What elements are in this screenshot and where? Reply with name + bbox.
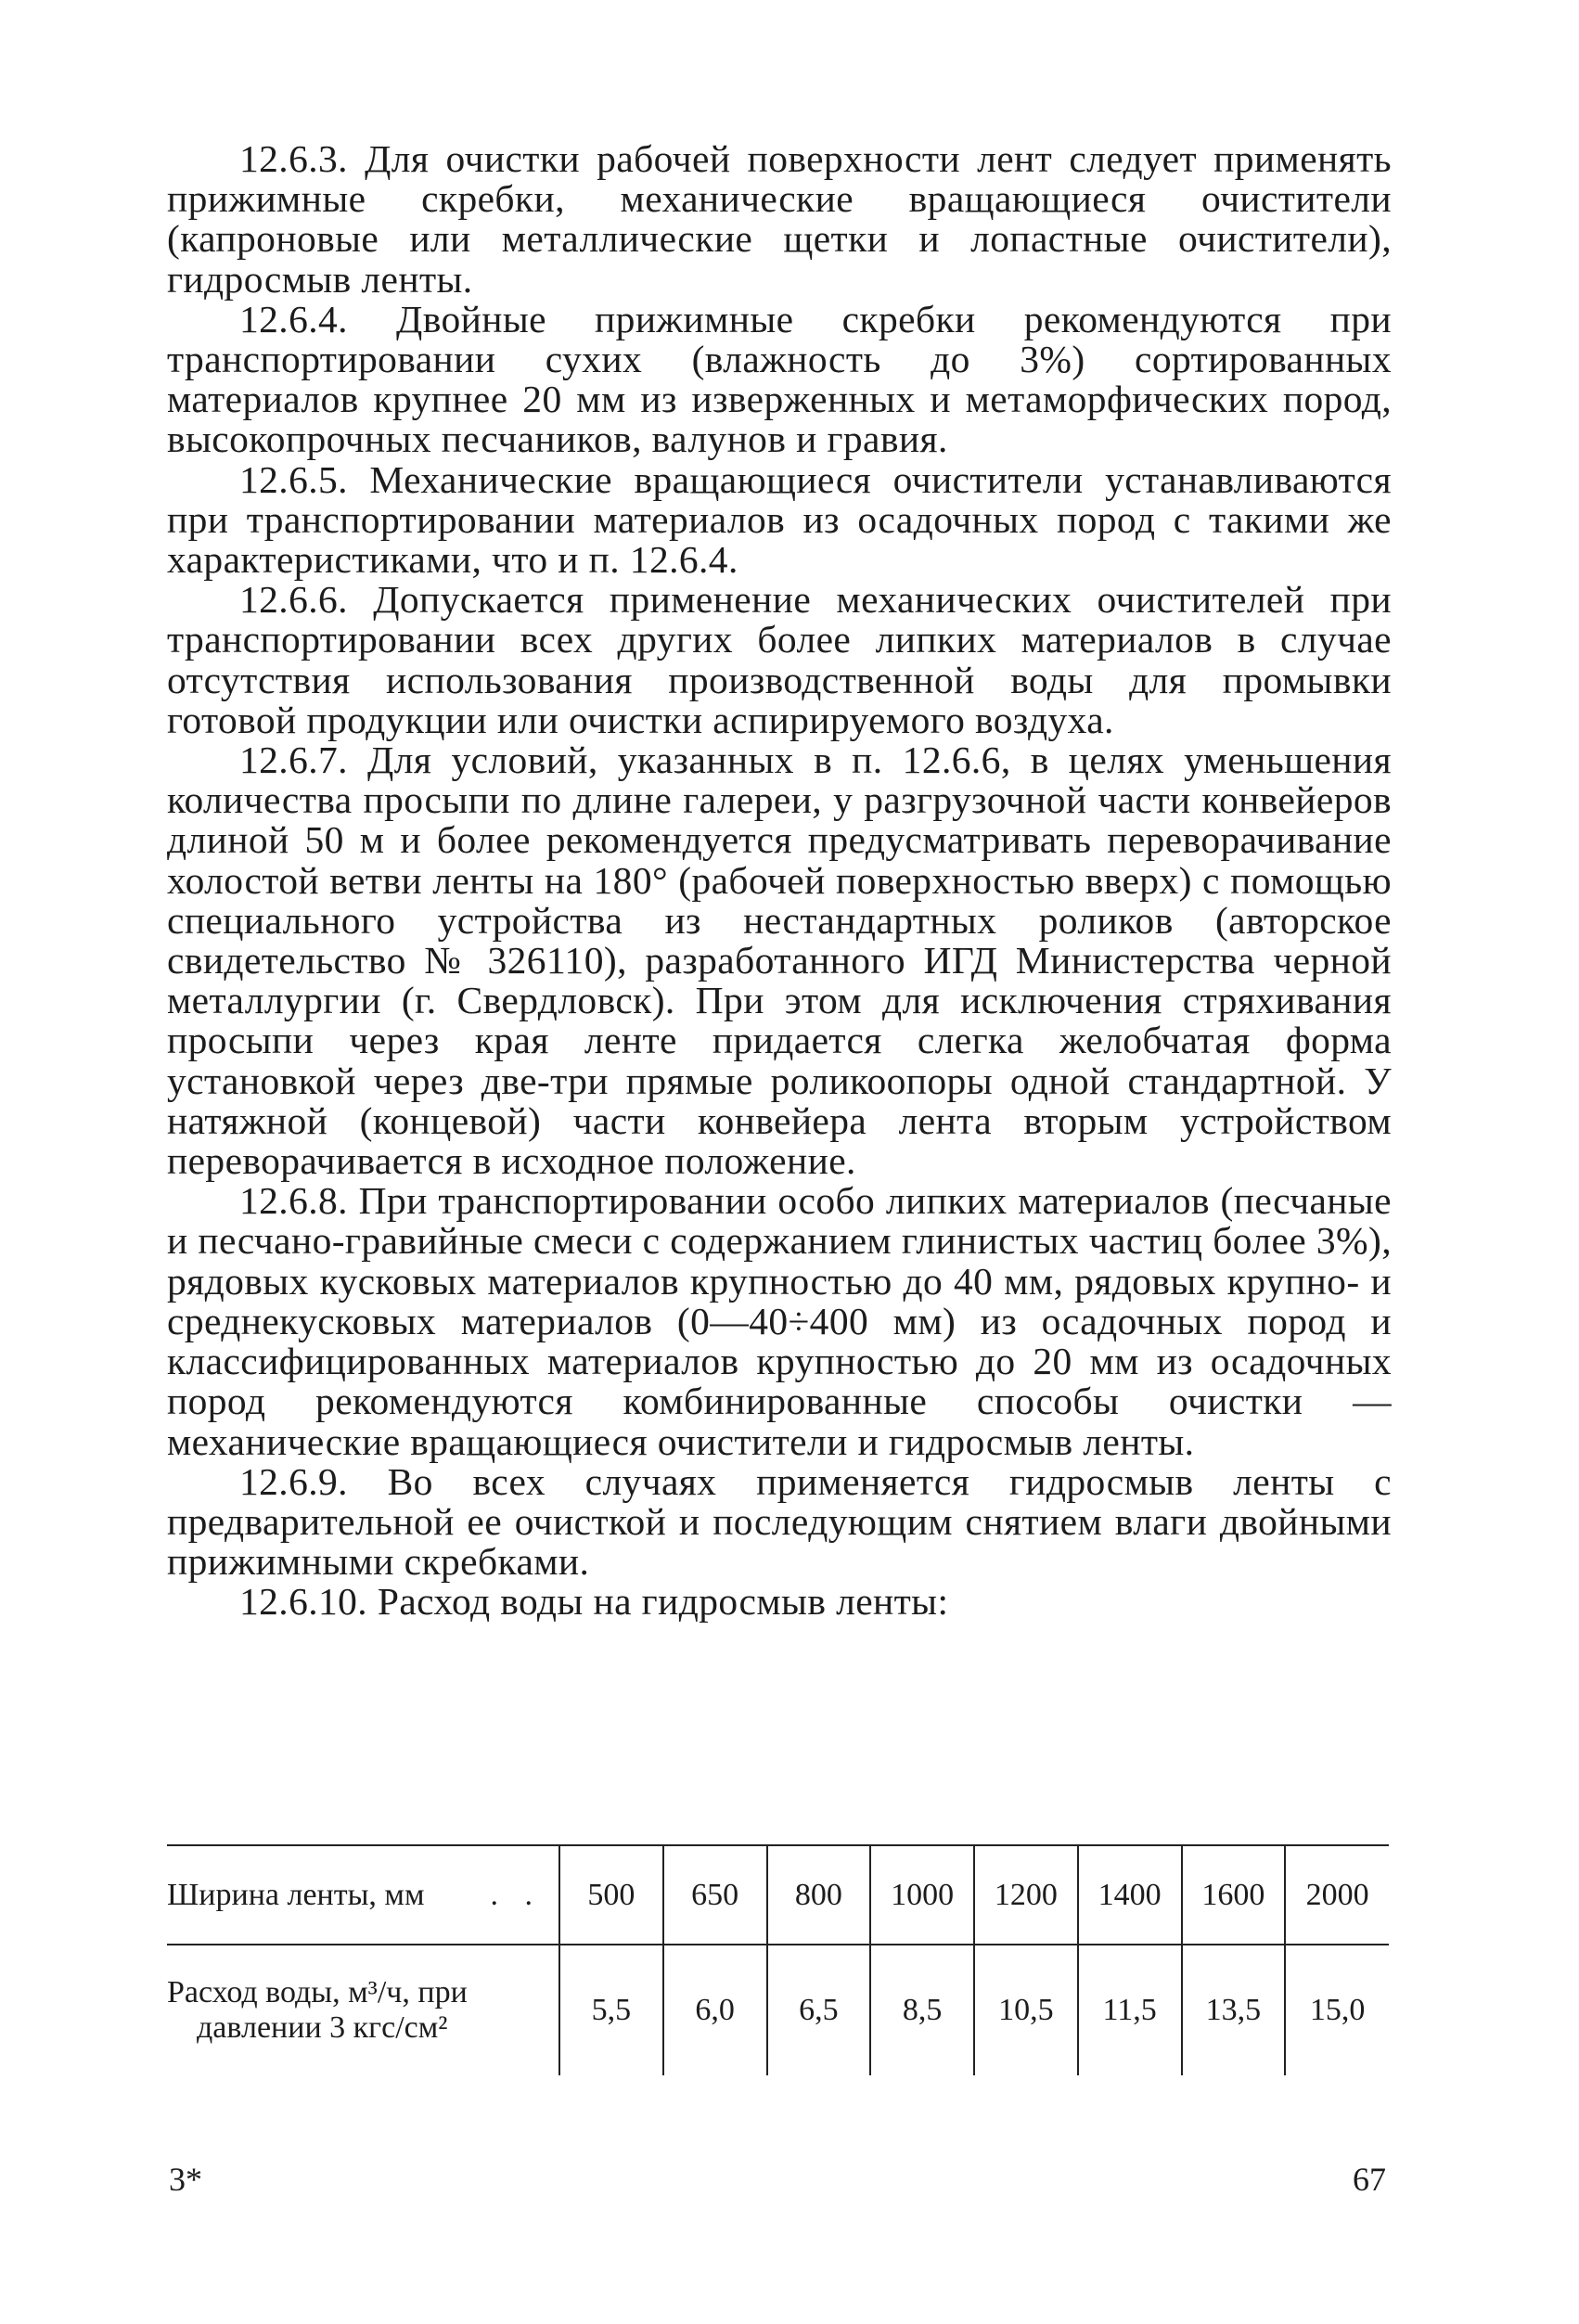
- paragraph-12-6-3: 12.6.3. Для очистки рабочей поверхности лент следует применять прижимные скребки, механические вращающиеся очистители (капроновые или металлические щетки и лопастные очистители), гидросмыв ленты.: [167, 137, 1392, 301]
- table-cell: 1000: [870, 1845, 974, 1945]
- paragraph-12-6-5: 12.6.5. Механические вращающиеся очистители устанавливаются при транспортировании материалов из осадочных пород с такими же характеристиками, что и п. 12.6.4.: [167, 457, 1392, 582]
- table-cell: 6,5: [767, 1945, 871, 2075]
- table-cell: 15,0: [1285, 1945, 1389, 2075]
- table-cell: 2000: [1285, 1845, 1389, 1945]
- row-header-water-consumption: Расход воды, м³/ч, при давлении 3 кгс/см²: [167, 1975, 468, 2045]
- paragraph-12-6-6: 12.6.6. Допускается применение механических очистителей при транспортировании всех других более липких материалов в случае отсутствия использования производственной воды для промывки готовой продукции или очистки аспирируемого воздуха.: [167, 578, 1392, 741]
- table-cell: 5,5: [559, 1945, 663, 2075]
- table-cell: 11,5: [1078, 1945, 1182, 2075]
- paragraph-12-6-4: 12.6.4. Двойные прижимные скребки рекомендуются при транспортировании сухих (влажность до 3%) сортированных материалов крупнее 20 мм из изверженных и метаморфических пород, высокопрочных песчаников, валунов и гравия.: [167, 297, 1392, 461]
- paragraph-12-6-9: 12.6.9. Во всех случаях применяется гидросмыв ленты с предварительной ее очисткой и последующим снятием влаги двойными прижимными скребками.: [167, 1459, 1392, 1584]
- paragraph-12-6-8: 12.6.8. При транспортировании особо липких материалов (песчаные и песчано-гравийные смеси с содержанием глинистых частиц более 3%), рядовых кусковых материалов крупностью до 40 мм, рядовых крупно- и среднекусковых материалов (0—40÷400 мм) из осадочных пород и классифицированных материалов крупностью до 20 мм из осадочных пород рекомендуются комбинированные способы очистки — механические вращающиеся очистители и гидросмыв ленты.: [167, 1179, 1392, 1463]
- table-cell: 1600: [1182, 1845, 1286, 1945]
- table-cell: 1400: [1078, 1845, 1182, 1945]
- leader-dots: . .: [490, 1877, 542, 1912]
- table-cell: 500: [559, 1845, 663, 1945]
- table-cell: 8,5: [870, 1945, 974, 2075]
- paragraph-12-6-7: 12.6.7. Для условий, указанных в п. 12.6.6, в целях уменьшения количества просыпи по длине галереи, у разгрузочной части конвейеров длиной 50 м и более рекомендуется предусматривать переворачивание холостой ветви ленты на 180° (рабочей поверхностью вверх) с помощью специального устройства из нестандартных роликов (авторское свидетельство № 326110), разработанного ИГД Министерства черной металлургии (г. Свердловск). При этом для исключения стряхивания просыпи через края ленте придается слегка желобчатая форма установкой через две-три прямые роликоопоры одной стандартной. У натяжной (концевой) части конвейера лента вторым устройством переворачивается в исходное положение.: [167, 738, 1392, 1183]
- table-cell: 650: [663, 1845, 767, 1945]
- table-cell: 6,0: [663, 1945, 767, 2075]
- water-consumption-table: [167, 1844, 1389, 2075]
- page-number: 67: [1353, 2161, 1386, 2198]
- table-cell: 13,5: [1182, 1945, 1286, 2075]
- table-cell: 800: [767, 1845, 871, 1945]
- signature-mark: 3*: [169, 2161, 202, 2198]
- table-cell: 10,5: [974, 1945, 1078, 2075]
- table-row-water-consumption: [167, 1945, 1389, 2075]
- table-cell: 1200: [974, 1845, 1078, 1945]
- table-row-belt-width: [167, 1845, 1389, 1945]
- paragraph-12-6-10: 12.6.10. Расход воды на гидросмыв ленты:: [239, 1580, 949, 1624]
- row-header-belt-width: Ширина ленты, мм . .: [167, 1877, 542, 1912]
- document-body: [167, 139, 1392, 1623]
